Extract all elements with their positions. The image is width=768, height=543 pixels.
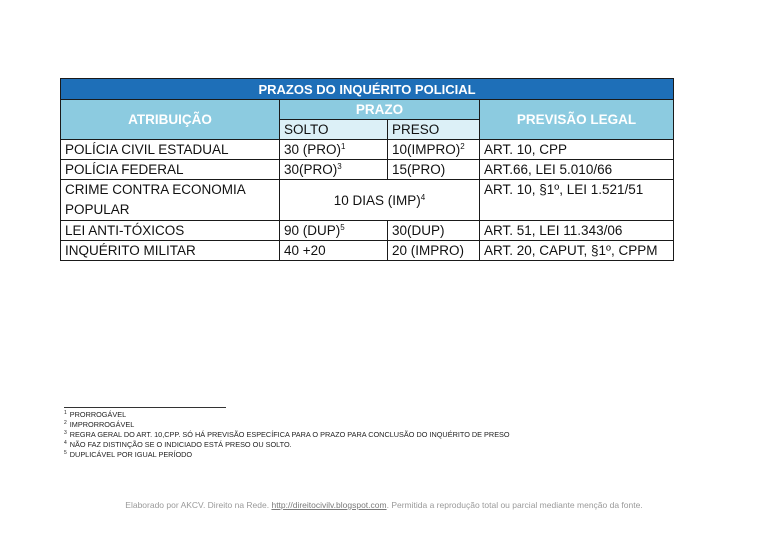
footnote-ref: 5 — [340, 223, 345, 232]
footnote-ref: 2 — [460, 142, 465, 151]
footnote-text: PRORROGÁVEL — [69, 410, 127, 419]
footnote-number: 5 — [64, 450, 67, 456]
cell-solto — [280, 160, 388, 180]
footnote-item — [64, 420, 510, 430]
footnote-number: 2 — [64, 420, 67, 426]
cell-solto-value: 90 (DUP) — [284, 223, 341, 238]
cell-previsao: ART. 20, CAPUT, §1º, CPPM — [480, 241, 674, 261]
table-row — [61, 180, 674, 221]
cell-atribuicao: CRIME CONTRA ECONOMIA POPULAR — [61, 180, 280, 221]
footnote-text: NÃO FAZ DISTINÇÃO SE O INDICIADO ESTÁ PRESO OU SOLTO. — [69, 440, 292, 449]
cell-solto — [280, 221, 388, 241]
prazos-table-container — [60, 78, 673, 261]
cell-preso-value: 10(IMPRO) — [392, 142, 461, 157]
cell-previsao: ART. 10, §1º, LEI 1.521/51 — [480, 180, 674, 221]
cell-previsao: ART.66, LEI 5.010/66 — [480, 160, 674, 180]
cell-solto — [280, 140, 388, 160]
cell-solto-value: 30 (PRO) — [284, 142, 342, 157]
table-row — [61, 241, 674, 261]
cell-solto: 40 +20 — [280, 241, 388, 261]
footnote-number: 4 — [64, 440, 67, 446]
footnote-item — [64, 440, 510, 450]
table-title: PRAZOS DO INQUÉRITO POLICIAL — [61, 79, 674, 100]
header-atribuicao: ATRIBUIÇÃO — [61, 100, 280, 140]
cell-solto-value: 30(PRO) — [284, 162, 338, 177]
footnote-ref: 3 — [337, 162, 342, 171]
cell-preso: 20 (IMPRO) — [388, 241, 480, 261]
header-preso: PRESO — [388, 120, 480, 140]
blog-link[interactable]: http://direitocivilv.blogspot.com — [271, 500, 387, 510]
footnote-item — [64, 450, 510, 460]
cell-atribuicao: INQUÉRITO MILITAR — [61, 241, 280, 261]
footnote-number: 1 — [64, 410, 67, 416]
footnote-number: 3 — [64, 430, 67, 436]
table-row — [61, 221, 674, 241]
cell-atribuicao: POLÍCIA FEDERAL — [61, 160, 280, 180]
header-solto: SOLTO — [280, 120, 388, 140]
credit-text: Elaborado por AKCV. Direito na Rede. — [125, 500, 270, 510]
cell-previsao: ART. 10, CPP — [480, 140, 674, 160]
footnote-ref: 4 — [420, 192, 426, 202]
cell-prazo-merged — [280, 180, 480, 221]
credit-text-after: . Permitida a reprodução total ou parcial mediante menção da fonte. — [386, 500, 643, 510]
footnote-text: REGRA GERAL DO ART. 10,CPP. SÓ HÁ PREVISÃO ESPECÍFICA PARA O PRAZO PARA CONCLUSÃO DO INQUÉRITO DE PRESO — [69, 430, 510, 439]
table-row — [61, 160, 674, 180]
table-title-row — [61, 79, 674, 100]
footnote-text: DUPLICÁVEL POR IGUAL PERÍODO — [69, 450, 193, 459]
footnote-item — [64, 410, 510, 420]
table-row — [61, 140, 674, 160]
prazos-table — [60, 78, 674, 261]
header-row — [61, 100, 674, 120]
cell-atribuicao: LEI ANTI-TÓXICOS — [61, 221, 280, 241]
cell-preso: 30(DUP) — [388, 221, 480, 241]
header-previsao-legal: PREVISÃO LEGAL — [480, 100, 674, 140]
footnote-item — [64, 430, 510, 440]
credit-line — [0, 500, 768, 510]
cell-atribuicao: POLÍCIA CIVIL ESTADUAL — [61, 140, 280, 160]
footnote-text: IMPRORROGÁVEL — [69, 420, 135, 429]
footnotes — [64, 410, 510, 460]
header-prazo: PRAZO — [280, 100, 480, 120]
cell-preso — [388, 140, 480, 160]
cell-preso: 15(PRO) — [388, 160, 480, 180]
cell-previsao: ART. 51, LEI 11.343/06 — [480, 221, 674, 241]
cell-merged-value: 10 DIAS (IMP) — [333, 192, 421, 208]
footnote-ref: 1 — [341, 142, 346, 151]
footnote-separator — [64, 407, 226, 408]
